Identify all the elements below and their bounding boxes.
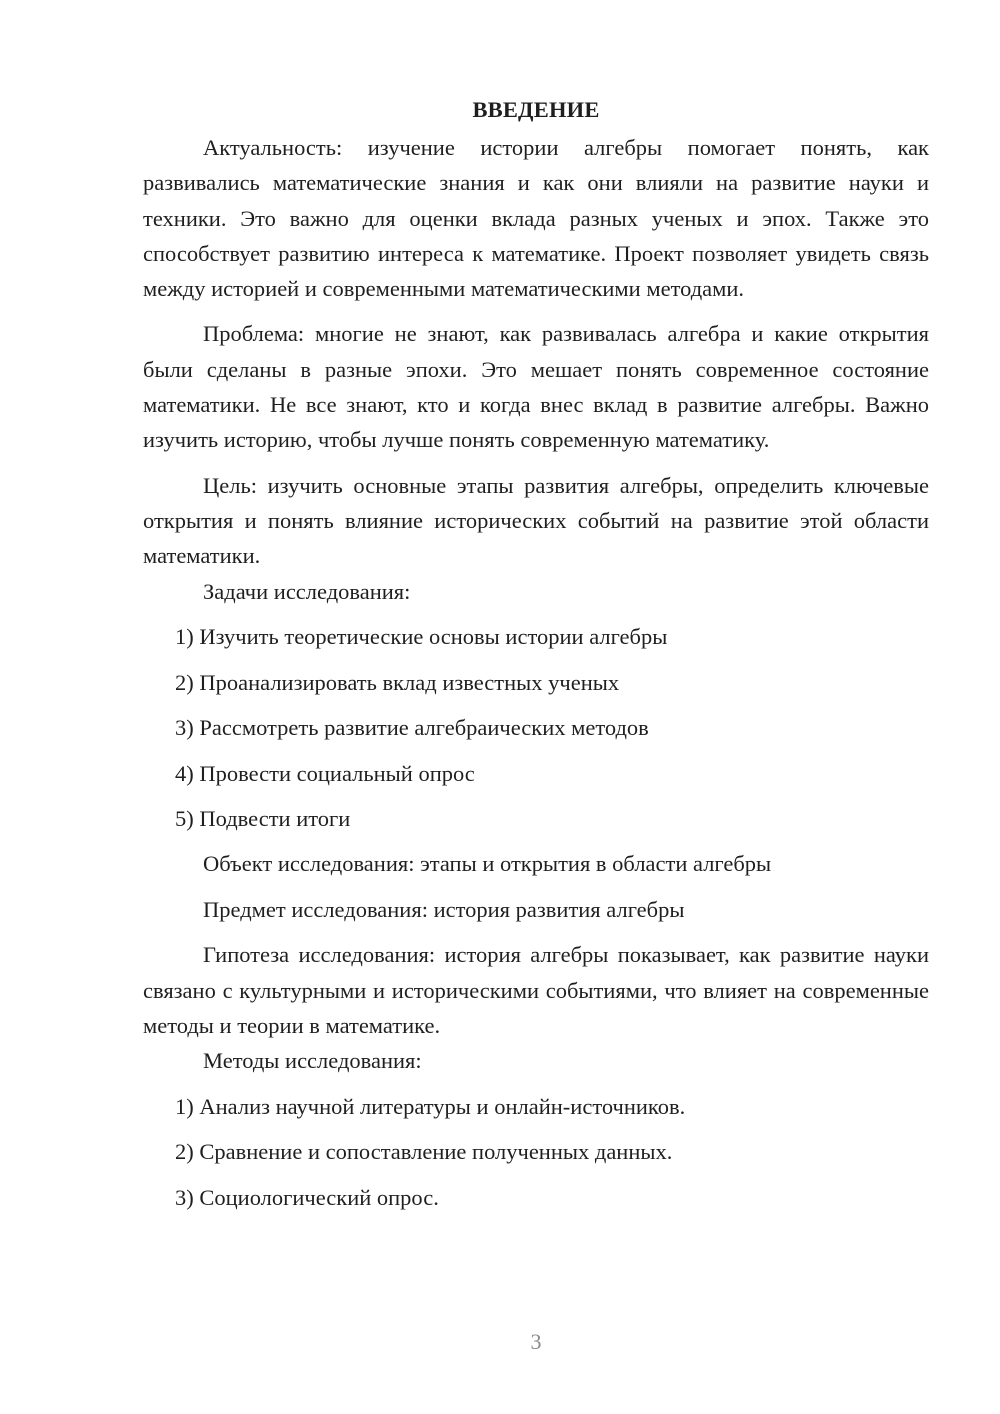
method-item: 2) Сравнение и сопоставление полученных данных. xyxy=(175,1139,673,1165)
problem-paragraph: Проблема: многие не знают, как развивалась алгебра и какие открытия были сделаны в разные эпохи. Это мешает понять современное состояние математики. Не все знают, кто и когда внес вклад в развитие алгебры. Важно изучить историю, чтобы лучше понять современную математику. xyxy=(143,321,929,453)
hypothesis-paragraph: Гипотеза исследования: история алгебры показывает, как развитие науки связано с культурными и историческими событиями, что влияет на современные методы и теории в математике. xyxy=(143,942,929,1039)
methods-title: Методы исследования: xyxy=(203,1048,422,1074)
research-subject: Предмет исследования: история развития алгебры xyxy=(203,896,685,922)
document-page xyxy=(143,92,929,1215)
method-item: 3) Социологический опрос. xyxy=(175,1184,439,1210)
task-item: 1) Изучить теоретические основы истории алгебры xyxy=(175,624,668,650)
tasks-title: Задачи исследования: xyxy=(203,578,411,604)
method-item: 1) Анализ научной литературы и онлайн-источников. xyxy=(175,1093,686,1119)
task-item: 3) Рассмотреть развитие алгебраических методов xyxy=(175,715,649,741)
task-item: 5) Подвести итоги xyxy=(175,805,351,831)
page-number: 3 xyxy=(530,1329,542,1354)
relevance-paragraph: Актуальность: изучение истории алгебры помогает понять, как развивались математические знания и как они влияли на развитие науки и техники. Это важно для оценки вклада разных ученых и эпох. Также это способствует развитию интереса к математике. Проект позволяет увидеть связь между историей и современными математическими методами. xyxy=(143,135,929,302)
section-heading: ВВЕДЕНИЕ xyxy=(472,97,600,122)
task-item: 2) Проанализировать вклад известных ученых xyxy=(175,669,620,695)
research-object: Объект исследования: этапы и открытия в области алгебры xyxy=(203,851,772,877)
goal-paragraph: Цель: изучить основные этапы развития алгебры, определить ключевые открытия и понять влияние исторических событий на развитие этой области математики. xyxy=(143,472,929,569)
task-item: 4) Провести социальный опрос xyxy=(175,760,475,786)
